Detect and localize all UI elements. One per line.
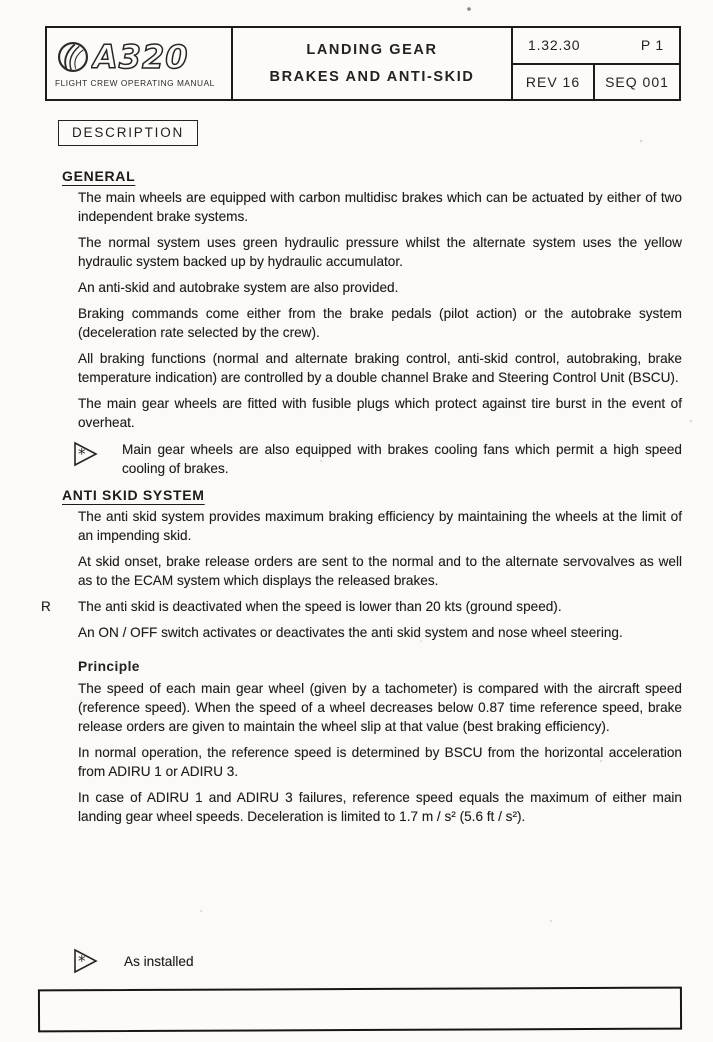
- page-header: [45, 26, 681, 101]
- sub-heading-principle: Principle: [78, 659, 140, 674]
- rev-seq-row: [513, 65, 679, 100]
- scan-noise: [0, 0, 2, 2]
- logo-cell: [47, 28, 233, 99]
- svg-text:A320: A320: [93, 38, 189, 76]
- section-heading-general: GENERAL: [62, 168, 136, 184]
- paragraph: All braking functions (normal and alternate braking control, anti-skid control, autobraking, brake temperature indication) are controlled by a double channel Brake and Steering Control Unit (BSCU).: [78, 351, 682, 385]
- logo-subtitle: FLIGHT CREW OPERATING MANUAL: [55, 78, 215, 88]
- note-text: Main gear wheels are also equipped with brakes cooling fans which permit a high speed cooling of brakes.: [122, 442, 682, 476]
- logo-row: [55, 38, 225, 76]
- paragraph: The main gear wheels are fitted with fusible plugs which protect against tire burst in the event of overheat.: [78, 396, 682, 430]
- paragraph: The speed of each main gear wheel (given by a tachometer) is compared with the aircraft speed (reference speed). When the speed of a wheel decreases below 0.87 time reference speed, brake release orders are given to maintain the wheel slip at that value (best braking efficiency).: [78, 681, 682, 734]
- paragraph: An anti-skid and autobrake system are also provided.: [78, 280, 399, 295]
- paragraph: The normal system uses green hydraulic pressure whilst the alternate system uses the yellow hydraulic system backed up by hydraulic accumulator.: [78, 235, 682, 269]
- paragraph: In normal operation, the reference speed is determined by BSCU from the horizontal acceleration from ADIRU 1 or ADIRU 3.: [78, 745, 682, 779]
- page-content: [41, 160, 682, 833]
- footer-box: [38, 987, 682, 1033]
- revision-marker: R: [41, 599, 51, 614]
- paragraph: An ON / OFF switch activates or deactivates the anti skid system and nose wheel steering.: [78, 625, 623, 640]
- paragraph: At skid onset, brake release orders are sent to the normal and to the alternate servovalves as well as to the ECAM system which displays the released brakes.: [78, 554, 682, 588]
- doc-title-line1: LANDING GEAR: [306, 42, 438, 59]
- paragraph: [41, 597, 682, 616]
- chapter-code: 1.32.30: [528, 37, 581, 54]
- paragraph: The anti skid system provides maximum braking efficiency by maintaining the wheels at the limit of an impending skid.: [78, 509, 682, 543]
- as-installed-note: [70, 948, 194, 974]
- sequence-label: SEQ 001: [605, 73, 669, 90]
- svg-text:*: *: [78, 445, 86, 463]
- paragraph: In case of ADIRU 1 and ADIRU 3 failures, reference speed equals the maximum of either main landing gear wheel speeds. Deceleration is limited to 1.7 m / s² (5.6 ft / s²).: [78, 790, 682, 824]
- revision-label: REV 16: [513, 65, 595, 100]
- installed-option-note: [70, 440, 682, 478]
- a320-logo-text: [91, 38, 225, 76]
- reference-cell: [513, 28, 679, 99]
- option-flag-icon: [70, 948, 100, 974]
- section-heading-anti-skid: ANTI SKID SYSTEM: [62, 487, 205, 503]
- as-installed-text: As installed: [124, 953, 194, 969]
- paragraph-text: The anti skid is deactivated when the speed is lower than 20 kts (ground speed).: [78, 599, 562, 614]
- doc-title-line2: BRAKES AND ANTI-SKID: [269, 68, 475, 85]
- svg-text:*: *: [78, 952, 86, 970]
- description-label: DESCRIPTION: [58, 120, 198, 146]
- paragraph: Braking commands come either from the brake pedals (pilot action) or the autobrake system (deceleration rate selected by the crew).: [78, 306, 682, 340]
- paragraph: The main wheels are equipped with carbon multidisc brakes which can be actuated by either of two independent brake systems.: [78, 190, 682, 224]
- globe-icon: [55, 39, 91, 75]
- page-number: P 1: [640, 37, 664, 54]
- chapter-page-row: [513, 28, 679, 65]
- title-cell: [233, 28, 513, 99]
- option-flag-icon: [70, 441, 100, 467]
